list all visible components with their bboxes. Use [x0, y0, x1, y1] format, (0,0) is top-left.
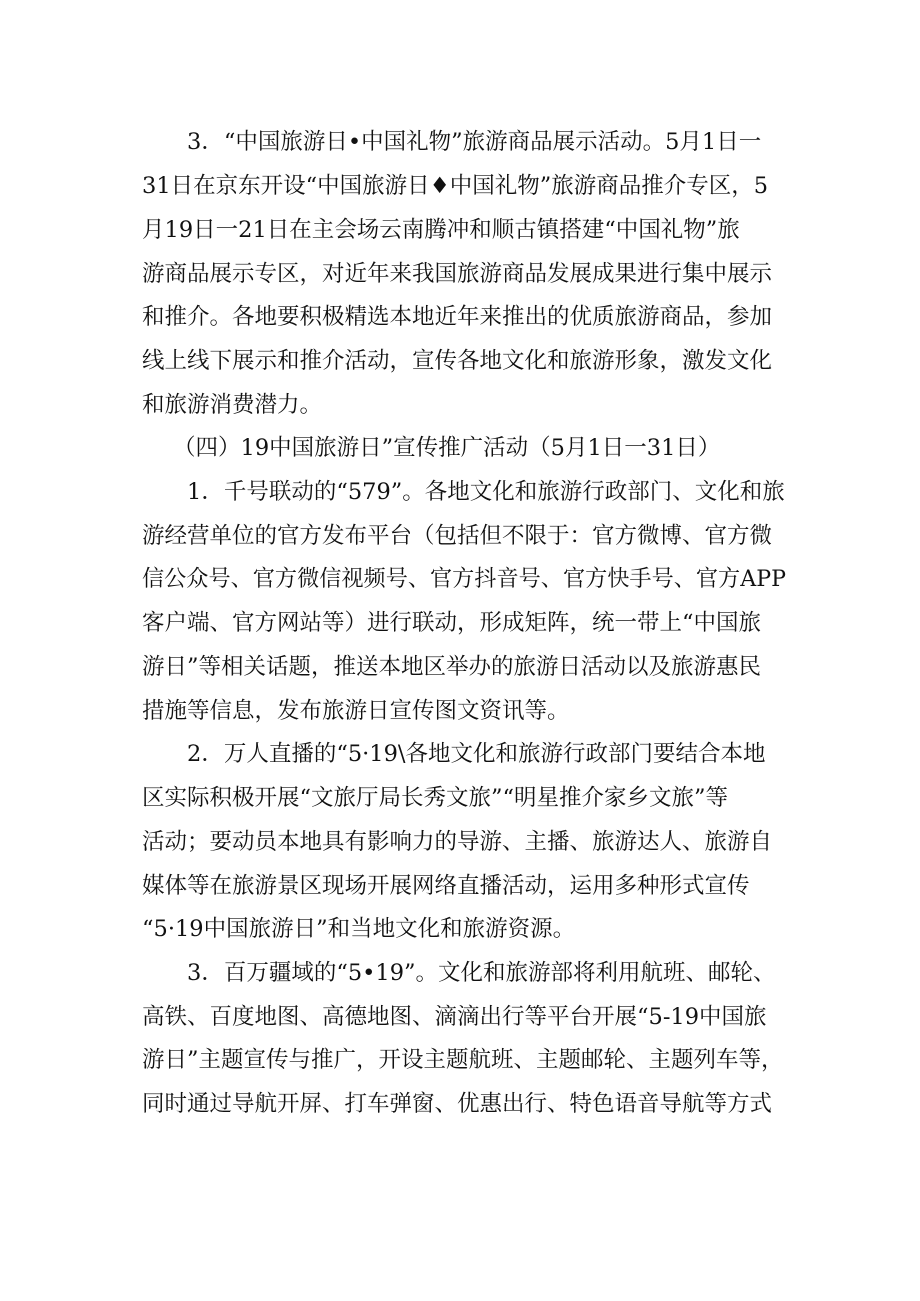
- paragraph-line: 客户端、官方网站等）进行联动，形成矩阵，统一带上“中国旅: [142, 610, 762, 636]
- paragraph-line: 和推介。各地要积极精选本地近年来推出的优质旅游商品，参加: [142, 304, 773, 330]
- paragraph-line: 3．“中国旅游日•中国礼物”旅游商品展示活动。5月1日一: [187, 129, 762, 155]
- paragraph-line: 游日”等相关话题，推送本地区举办的旅游日活动以及旅游惠民: [142, 654, 762, 680]
- paragraph-line: 游日”主题宣传与推广，开设主题航班、主题邮轮、主题列车等，: [142, 1047, 784, 1073]
- paragraph-line: 游经营单位的官方发布平台（包括但不限于：官方微博、官方微: [142, 523, 773, 549]
- paragraph-line: 信公众号、官方微信视频号、官方抖音号、官方快手号、官方APP: [142, 566, 787, 592]
- paragraph-line: 媒体等在旅游景区现场开展网络直播活动，运用多种形式宣传: [142, 873, 750, 899]
- paragraph-line: 游商品展示专区，对近年来我国旅游商品发展成果进行集中展示: [142, 261, 773, 287]
- paragraph-line: 高铁、百度地图、高德地图、滴滴出行等平台开展“5-19中国旅: [142, 1004, 767, 1030]
- paragraph-line: 区实际积极开展“文旅厅局长秀文旅”“明星推介家乡文旅”等: [142, 785, 729, 811]
- paragraph-line: 2．万人直播的“5·19\各地文化和旅游行政部门要结合本地: [187, 741, 766, 767]
- paragraph-line: 措施等信息，发布旅游日宣传图文资讯等。: [142, 698, 570, 724]
- paragraph-line: 月19日一21日在主会场云南腾冲和顺古镇搭建“中国礼物”旅: [142, 217, 740, 243]
- paragraph-line: 和旅游消费潜力。: [142, 392, 323, 418]
- paragraph-line: 3．百万疆域的“5•19”。文化和旅游部将利用航班、邮轮、: [187, 960, 776, 986]
- paragraph-line: 同时通过导航开屏、打车弹窗、优惠出行、特色语音导航等方式: [142, 1091, 773, 1117]
- paragraph-line: 31日在京东开设“中国旅游日♦中国礼物”旅游商品推介专区，5: [142, 173, 769, 199]
- section-heading: （四）19中国旅游日”宣传推广活动（5月1日一31日）: [173, 435, 721, 461]
- paragraph-line: 活动；要动员本地具有影响力的导游、主播、旅游达人、旅游自: [142, 829, 773, 855]
- paragraph-line: 线上线下展示和推介活动，宣传各地文化和旅游形象，激发文化: [142, 348, 773, 374]
- paragraph-line: “5·19中国旅游日”和当地文化和旅游资源。: [142, 916, 576, 942]
- paragraph-line: 1．千号联动的“579”。各地文化和旅游行政部门、文化和旅: [187, 479, 785, 505]
